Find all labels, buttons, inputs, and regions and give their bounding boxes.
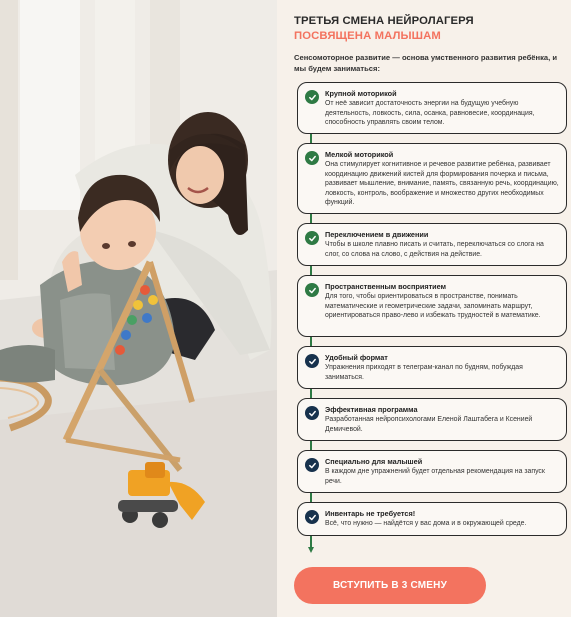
check-circle-icon — [305, 90, 319, 104]
feature-text: От неё зависит достаточность энергии на будущую учебную деятельность, ловкость, сила, осанка, равновесие, координация, способность управлять своим телом. — [325, 100, 535, 127]
feature-text: Всё, что нужно — найдётся у вас дома и в окружающей среде. — [325, 520, 527, 527]
feature-text: Для того, чтобы ориентироваться в пространстве, понимать математические и геометрические задачи, запоминать маршрут, ориентироваться право-лево и избежать трудностей в математике. — [325, 293, 541, 320]
photo-illustration — [0, 0, 277, 617]
check-circle-icon — [305, 510, 319, 524]
page-subtitle: ПОСВЯЩЕНА МАЛЫШАМ — [294, 30, 441, 42]
feature-card — [297, 223, 567, 266]
page-title: ТРЕТЬЯ СМЕНА НЕЙРОЛАГЕРЯ — [294, 15, 474, 27]
feature-title: Крупной моторикой — [325, 89, 397, 98]
check-circle-icon — [305, 458, 319, 472]
check-circle-icon — [305, 354, 319, 368]
feature-title: Мелкой моторикой — [325, 150, 394, 159]
feature-card — [297, 346, 567, 389]
check-circle-icon — [305, 406, 319, 420]
feature-card — [297, 450, 567, 493]
hero-photo — [0, 0, 277, 617]
join-button[interactable]: ВСТУПИТЬ В 3 СМЕНУ — [294, 567, 486, 604]
feature-card — [297, 502, 567, 536]
feature-card — [297, 398, 567, 441]
check-circle-icon — [305, 231, 319, 245]
content-panel — [277, 0, 571, 617]
feature-title: Эффективная программа — [325, 405, 418, 414]
feature-text: Чтобы в школе плавно писать и считать, переключаться со слога на слог, со слова на слово, с действия на действие. — [325, 241, 544, 258]
feature-title: Пространственным восприятием — [325, 282, 447, 291]
feature-text: В каждом дне упражнений будет отдельная рекомендация на запуск речи. — [325, 468, 545, 485]
feature-title: Переключением в движении — [325, 230, 429, 239]
check-circle-icon — [305, 283, 319, 297]
feature-title: Инвентарь не требуется! — [325, 509, 416, 518]
feature-card — [297, 275, 567, 337]
check-circle-icon — [305, 151, 319, 165]
timeline-arrow-icon — [308, 547, 314, 553]
feature-title: Удобный формат — [325, 353, 388, 362]
intro-text: Сенсомоторное развитие — основа умственного развития ребёнка, и мы будем заниматься: — [294, 53, 558, 73]
feature-text: Упражнения приходят в телеграм-канал по будням, побуждая заниматься. — [325, 364, 523, 381]
feature-title: Специально для малышей — [325, 457, 423, 466]
feature-text: Разработанная нейропсихологами Еленой Лаштабега и Ксенией Демичевой. — [325, 416, 533, 433]
feature-text: Она стимулирует когнитивное и речевое развитие ребёнка, развивает координацию движений кистей для формирования почерка и письма, развивает мышление, внимание, память, связанную речь, координацию, ловкость, контроль, воображение и множество других необходимых функций. — [325, 161, 559, 207]
feature-card — [297, 143, 567, 214]
feature-card — [297, 82, 567, 134]
